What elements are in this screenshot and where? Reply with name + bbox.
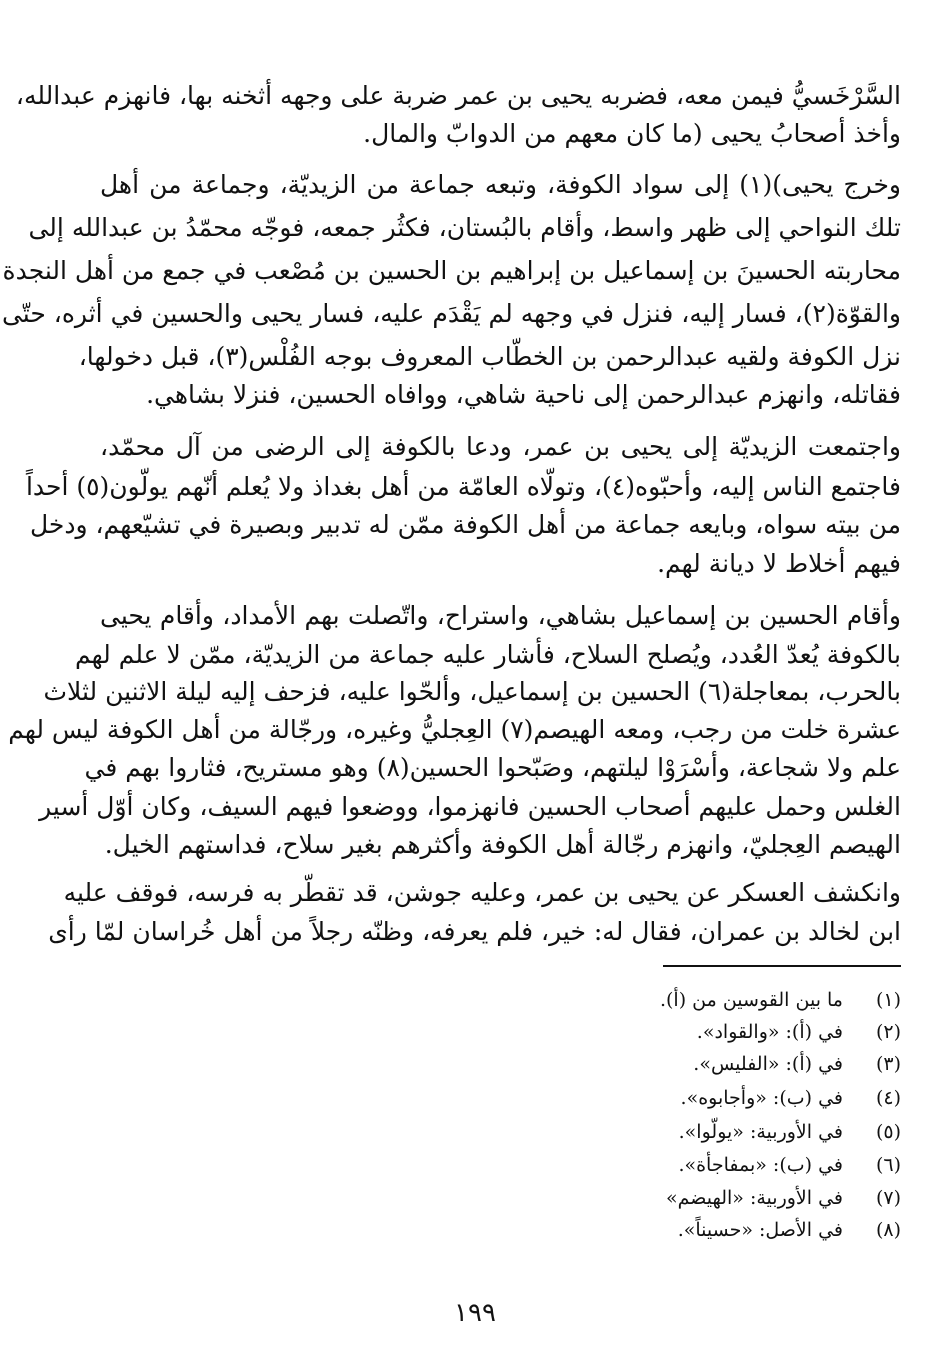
text-line: وأقام الحسين بن إسماعيل بشاهي، واستراح، واتّصلت بهم الأمداد، وأقام يحيى	[100, 601, 901, 630]
footnote	[300, 1049, 901, 1079]
footnote	[300, 985, 901, 1015]
text-line: محاربته الحسينَ بن إسماعيل بن إبراهيم بن الحسين بن مُصْعب في جمع من أهل النجدة	[2, 256, 901, 285]
footnote-number: (٧)	[875, 1187, 901, 1209]
footnote-number: (٤)	[875, 1087, 901, 1109]
footnote	[300, 1150, 901, 1180]
text-line: وانكشف العسكر عن يحيى بن عمر، وعليه جوشن، قد تقطّر به فرسه، فوقف عليه	[63, 878, 901, 907]
footnote-text: في الأصل: «حسيناً».	[677, 1219, 843, 1241]
footnote-number: (٥)	[875, 1121, 901, 1143]
text-line: بالكوفة يُعدّ العُدد، ويُصلح السلاح، فأشار عليه جماعة من الزيديّة، ممّن لا علم لهم	[74, 640, 901, 669]
text-line: بالحرب، بمعاجلة(٦) الحسين بن إسماعيل، وألحّوا عليه، فزحف إليه ليلة الاثنين لثلاث	[43, 677, 901, 706]
text-line: تلك النواحي إلى ظهر واسط، وأقام بالبُستان، فكثُر جمعه، فوجّه محمّدُ بن عبدالله إلى	[28, 213, 901, 242]
text-line: وأخذ أصحابُ يحيى (ما كان معهم من الدوابّ والمال.	[363, 119, 901, 148]
text-line: علم ولا شجاعة، وأسْرَوْا ليلتهم، وصَبّحوا الحسين(٨) وهو مستريح، فثاروا بهم في	[84, 753, 901, 782]
footnote-text: في (ب): «بمفاجأة».	[678, 1154, 843, 1176]
footnote-number: (٦)	[875, 1154, 901, 1176]
text-line: ابن لخالد بن عمران، فقال له: خير، فلم يعرفه، وظنّه رجلاً من أهل خُراسان لمّا رأى	[48, 917, 901, 946]
text-line: الهيصم العِجليّ، وانهزم رجّالة أهل الكوفة وأكثرهم بغير سلاح، فداستهم الخيل.	[104, 830, 901, 859]
footnote-text: ما بين القوسين من (أ).	[659, 989, 843, 1011]
text-line: والقوّة(٢)، فسار إليه، فنزل في وجهه لم يَقْدَم عليه، فسار يحيى والحسين في أثره، حتّى	[1, 299, 901, 328]
text-line: فقاتله، وانهزم عبدالرحمن إلى ناحية شاهي، ووافاه الحسين، فنزلا بشاهي.	[146, 380, 901, 409]
footnote-separator	[663, 965, 901, 967]
footnote-number: (١)	[875, 989, 901, 1011]
footnote	[300, 1183, 901, 1213]
footnote-text: في الأوربية: «الهيضم»	[665, 1187, 843, 1209]
text-line: السَّرْخَسيُّ فيمن معه، فضربه يحيى بن عمر ضربة على وجهه أثخنه بها، فانهزم عبدالله،	[15, 81, 901, 110]
text-line: من بيته سواه، وبايعه جماعة من أهل الكوفة ممّن له تدبير وبصيرة في تشيّعهم، ودخل	[29, 510, 901, 539]
footnote	[300, 1117, 901, 1147]
text-line: الغلس وحمل عليهم أصحاب الحسين فانهزموا، ووضعوا فيهم السيف، وكان أوّل أسير	[39, 792, 901, 821]
footnote	[300, 1083, 901, 1113]
footnote-text: في (ب): «وأجابوه».	[680, 1087, 843, 1109]
footnote-number: (٨)	[875, 1219, 901, 1241]
footnote-text: في الأوربية: «يولّوا».	[678, 1121, 843, 1143]
text-line: نزل الكوفة ولقيه عبدالرحمن بن الخطّاب المعروف بوجه الفُلْس(٣)، قبل دخولها،	[78, 342, 901, 371]
footnote-text: في (أ): «الفليس».	[693, 1053, 843, 1075]
text-line: وخرج يحيى)(١) إلى سواد الكوفة، وتبعه جماعة من الزيديّة، وجماعة من أهل	[100, 170, 901, 199]
page-number: ١٩٩	[454, 1298, 496, 1328]
footnote-number: (٢)	[875, 1021, 901, 1043]
footnote	[300, 1017, 901, 1047]
footnote	[300, 1215, 901, 1245]
footnote-number: (٣)	[875, 1053, 901, 1075]
text-line: فيهم أخلاط لا ديانة لهم.	[657, 549, 901, 578]
text-line: فاجتمع الناس إليه، وأحبّوه(٤)، وتولّاه العامّة من أهل بغداذ ولا يُعلم أنّهم يولّون(٥) أحداً	[25, 472, 901, 501]
footnote-text: في (أ): «والقواد».	[696, 1021, 843, 1043]
text-line: واجتمعت الزيديّة إلى يحيى بن عمر، ودعا بالكوفة إلى الرضى من آل محمّد،	[100, 432, 901, 461]
text-line: عشرة خلت من رجب، ومعه الهيصم(٧) العِجليُّ وغيره، ورجّالة من أهل الكوفة ليس لهم	[8, 715, 901, 744]
